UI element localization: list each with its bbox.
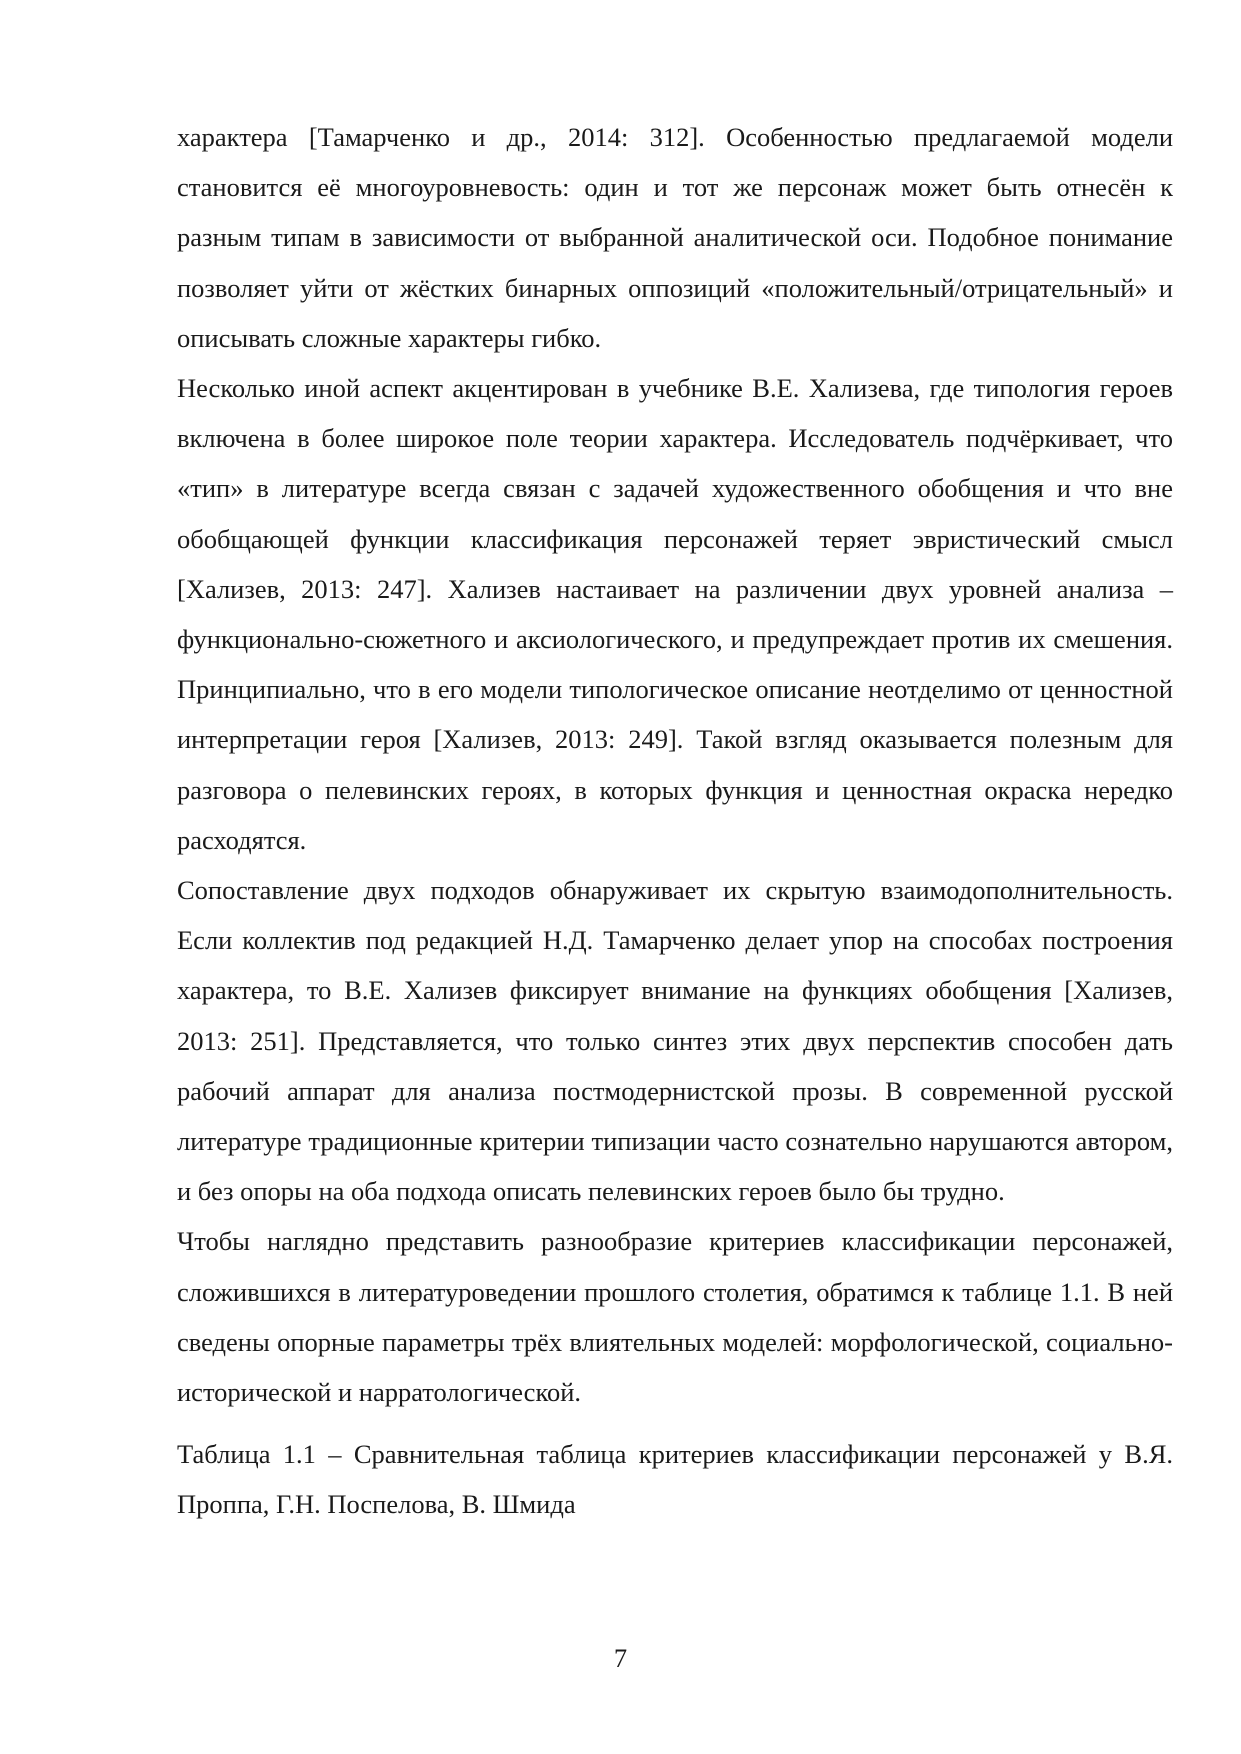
text-column [177, 112, 1173, 1530]
table-caption: Таблица 1.1 – Сравнительная таблица критериев классификации персонажей у В.Я. Проппа, Г.Н. Поспелова, В. Шмида [177, 1439, 1173, 1520]
paragraph-2: Несколько иной аспект акцентирован в учебнике В.Е. Хализева, где типология героев включена в более широкое поле теории характера. Исследователь подчёркивает, что «тип» в литературе всегда связан с задачей художественного обобщения и что вне обобщающей функции классификация персонажей теряет эвристический смысл [Хализев, 2013: 247]. Хализев настаивает на различении двух уровней анализа – функционально-сюжетного и аксиологического, и предупреждает против их смешения. Принципиально, что в его модели типологическое описание неотделимо от ценностной интерпретации героя [Хализев, 2013: 249]. Такой взгляд оказывается полезным для разговора о пелевинских героях, в которых функция и ценностная окраска нередко расходятся. [177, 373, 1173, 855]
paragraph-1: характера [Тамарченко и др., 2014: 312]. Особенностью предлагаемой модели становится её многоуровневость: один и тот же персонаж может быть отнесён к разным типам в зависимости от выбранной аналитической оси. Подобное понимание позволяет уйти от жёстких бинарных оппозиций «положительный/отрицательный» и описывать сложные характеры гибко. [177, 122, 1173, 353]
paragraph-4: Чтобы наглядно представить разнообразие критериев классификации персонажей, сложившихся в литературоведении прошлого столетия, обратимся к таблице 1.1. В ней сведены опорные параметры трёх влиятельных моделей: морфологической, социально-исторической и нарратологической. [177, 1226, 1173, 1408]
paragraph-3: Сопоставление двух подходов обнаруживает их скрытую взаимодополнительность. Если коллектив под редакцией Н.Д. Тамарченко делает упор на способах построения характера, то В.Е. Хализев фиксирует внимание на функциях обобщения [Хализев, 2013: 251]. Представляется, что только синтез этих двух перспектив способен дать рабочий аппарат для анализа постмодернистской прозы. В современной русской литературе традиционные критерии типизации часто сознательно нарушаются автором, и без опоры на оба подхода описать пелевинских героев было бы трудно. [177, 875, 1173, 1207]
page-number: 7 [613, 1643, 628, 1673]
